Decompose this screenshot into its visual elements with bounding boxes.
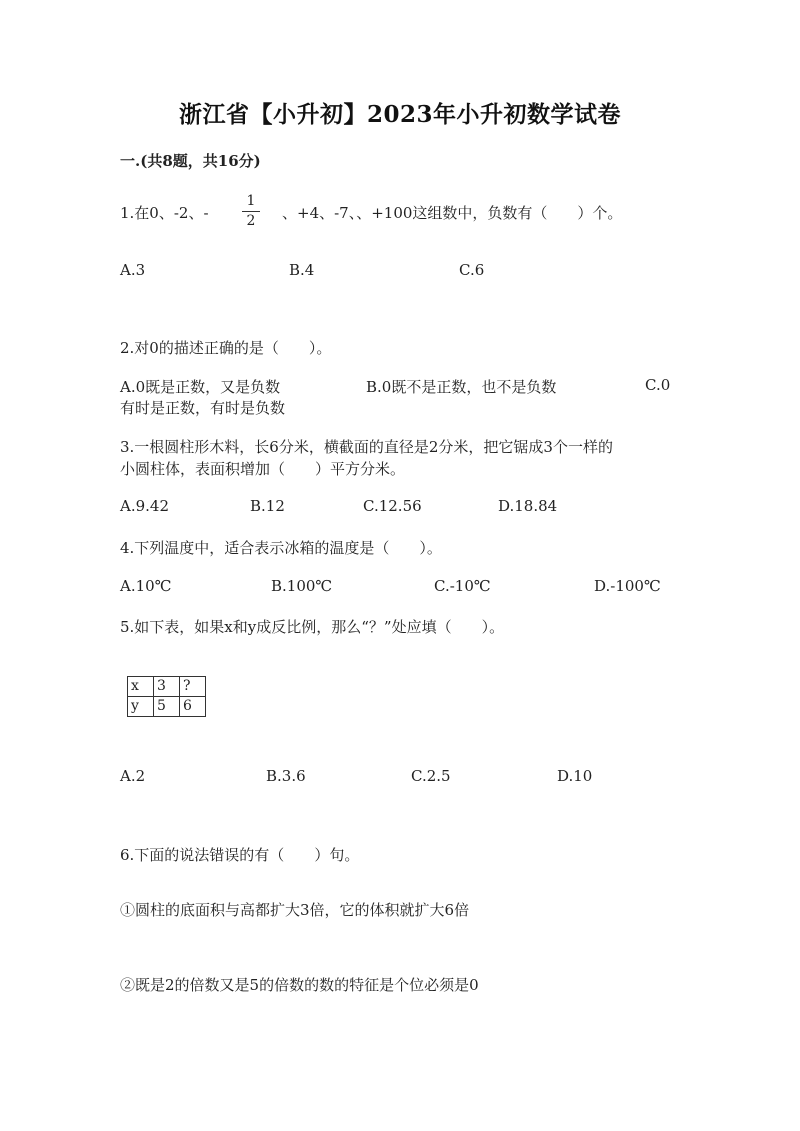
fraction-one-half: [242, 193, 260, 230]
question-2-stem: 2.对0的描述正确的是（ ）。: [120, 339, 332, 357]
question-5-stem: 5.如下表，如果x和y成反比例，那么“？”处应填（ ）。: [120, 618, 505, 636]
question-6-stem: 6.下面的说法错误的有（ ）句。: [120, 846, 360, 864]
question-2-option-b: B.0既不是正数，也不是负数: [366, 378, 557, 396]
question-3-option-a: A.9.42: [120, 497, 169, 515]
question-3-option-b: B.12: [250, 497, 285, 515]
question-1-option-b: B.4: [289, 261, 315, 279]
table-row: [128, 677, 206, 697]
table-row: [128, 697, 206, 717]
question-6-statement-1: ①圆柱的底面积与高都扩大3倍，它的体积就扩大6倍: [120, 901, 470, 919]
question-5-option-b: B.3.6: [266, 767, 306, 785]
question-1-option-c: C.6: [459, 261, 485, 279]
question-4-stem: 4.下列温度中，适合表示冰箱的温度是（ ）。: [120, 539, 442, 557]
question-4-option-d: D.-100℃: [594, 577, 661, 595]
question-5-option-d: D.10: [557, 767, 593, 785]
question-5-option-c: C.2.5: [411, 767, 451, 785]
table-cell: 5: [154, 697, 180, 717]
question-4-option-c: C.-10℃: [434, 577, 491, 595]
question-2-option-a: A.0既是正数，又是负数: [120, 378, 281, 396]
question-3-stem-line-2: 小圆柱体，表面积增加（ ）平方分米。: [120, 460, 406, 478]
proportion-table: [127, 676, 206, 717]
fraction-bar: [242, 211, 260, 212]
question-2-option-c-continued: 有时是正数，有时是负数: [120, 399, 286, 417]
question-1-stem-b: 、+4、-7、、+100这组数中，负数有（ ）个。: [282, 204, 623, 222]
question-4-option-b: B.100℃: [271, 577, 333, 595]
question-3-stem-line-1: 3.一根圆柱形木料，长6分米，横截面的直径是2分米，把它锯成3个一样的: [120, 438, 613, 456]
question-2-option-c: C.0: [645, 376, 671, 394]
question-3-option-d: D.18.84: [498, 497, 558, 515]
question-5-option-a: A.2: [120, 767, 146, 785]
fraction-numerator: 1: [246, 193, 256, 209]
section-heading: 一.(共8题，共16分): [120, 152, 261, 170]
question-1-option-a: A.3: [120, 261, 146, 279]
table-cell: 3: [154, 677, 180, 697]
question-6-statement-2: ②既是2的倍数又是5的倍数的数的特征是个位必须是0: [120, 976, 479, 994]
question-4-option-a: A.10℃: [120, 577, 172, 595]
table-cell: y: [128, 697, 154, 717]
question-3-option-c: C.12.56: [363, 497, 422, 515]
page-title: 浙江省【小升初】2023年小升初数学试卷: [178, 101, 621, 128]
table-cell: 6: [180, 697, 206, 717]
question-1-stem-a: 1.在0、-2、-: [120, 204, 209, 222]
table-cell: x: [128, 677, 154, 697]
table-cell: ?: [180, 677, 206, 697]
fraction-denominator: 2: [246, 213, 256, 229]
